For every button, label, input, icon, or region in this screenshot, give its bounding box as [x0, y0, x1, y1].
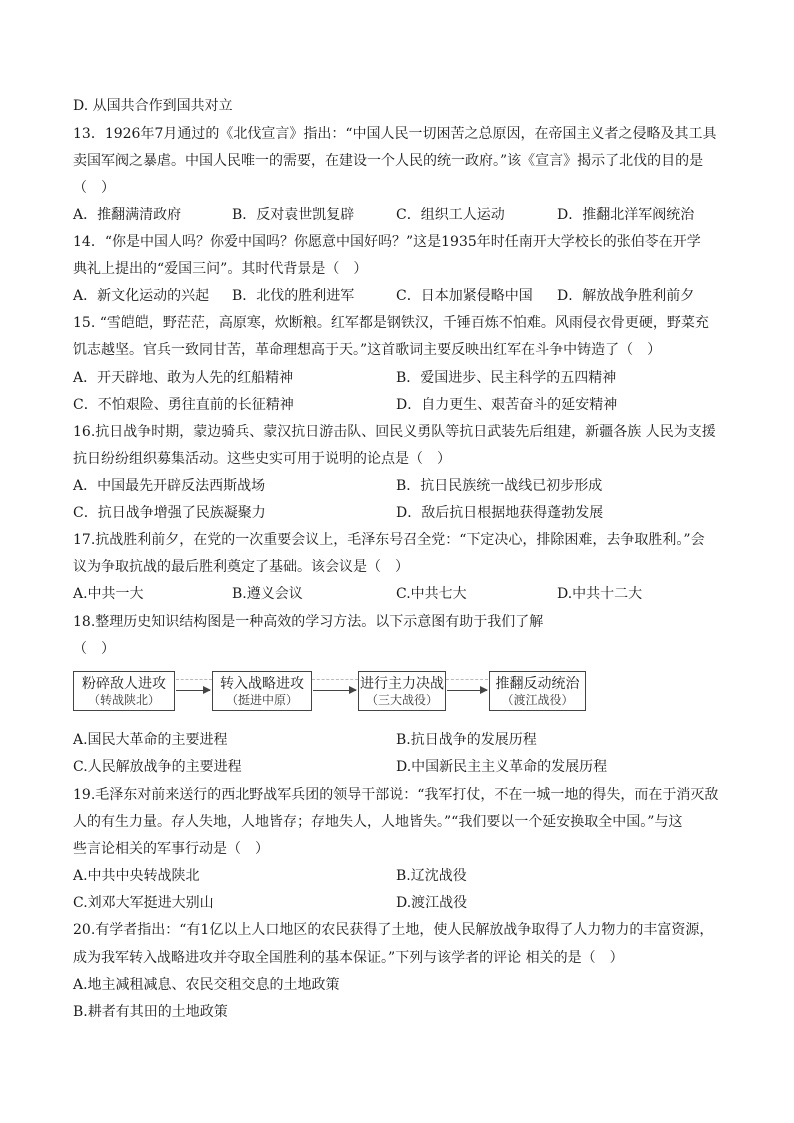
q19-option-a: A.中共中央转战陕北 [73, 868, 200, 884]
q16-option-a: A．中国最先开辟反法西斯战场 [73, 478, 266, 494]
q18-stem-line1: 18.整理历史知识结构图是一种高效的学习方法。以下示意图有助于我们了解 [73, 614, 544, 630]
q14-option-a: A．新文化运动的兴起 [73, 288, 210, 304]
q12-option-d: D. 从国共合作到国共对立 [73, 98, 233, 114]
q19-option-d: D.渡江战役 [396, 895, 468, 911]
flow-dashed-guide [176, 679, 212, 680]
flow-step-4-label: 推翻反动统治 [495, 676, 580, 692]
flow-step-4 [489, 671, 586, 711]
q15-option-b: B．爱国进步、民主科学的五四精神 [396, 370, 617, 386]
q15-stem-line1: 15. “雪皑皑，野茫茫，高原寒，炊断粮。红军都是钢铁汉，千锤百炼不怕难。风雨侵衣骨更硬，野菜充 [73, 315, 709, 331]
q13-option-d: D．推翻北洋军阀统治 [557, 207, 695, 223]
q13-option-b: B．反对袁世凯复辟 [232, 207, 355, 223]
q16-stem-line2: 抗日纷纷组织募集活动。这些史实可用于说明的论点是（ ） [73, 451, 451, 467]
flow-step-3-label: 进行主力决战 [360, 676, 444, 692]
q13-stem-line1: 13．1926年7月通过的《北伐宣言》指出：“中国人民一切困苦之总原因，在帝国主义者之侵略及其工具 [73, 126, 717, 142]
flow-step-1-label: 粉碎敌人进攻 [82, 676, 166, 692]
q15-option-c: C．不怕艰险、勇往直前的长征精神 [73, 397, 294, 413]
flow-dashed-guide [446, 679, 488, 680]
q18-option-b: B.抗日战争的发展历程 [396, 732, 537, 748]
q18-option-c: C.人民解放战争的主要进程 [73, 759, 242, 775]
q16-option-c: C．抗日战争增强了民族凝聚力 [73, 505, 266, 521]
flow-step-3-sublabel: （三大战役） [365, 693, 438, 707]
q13-option-a: A．推翻满清政府 [73, 207, 182, 223]
q19-option-b: B.辽沈战役 [396, 868, 467, 884]
flow-arrow-1 [176, 690, 210, 691]
q19-option-c: C.刘邓大军挺进大别山 [73, 895, 214, 911]
q17-option-d: D.中共十二大 [557, 586, 643, 602]
flow-arrow-3 [447, 690, 487, 691]
q15-stem-line2: 饥志越坚。官兵一致同甘苦，革命理想高于天。”这首歌词主要反映出红军在斗争中铸造了（ ） [73, 342, 662, 358]
q13-option-c: C．组织工人运动 [396, 207, 505, 223]
q13-answer-paren: （ ） [73, 180, 115, 196]
q18-option-a: A.国民大革命的主要进程 [73, 732, 228, 748]
q19-stem-line1: 19.毛泽东对前来送行的西北野战军兵团的领导干部说：“我军打仗，不在一城一地的得失，而在于消灭敌 [73, 787, 719, 803]
flow-step-2-label: 转入战略进攻 [220, 676, 304, 692]
q16-option-d: D．敌后抗日根据地获得蓬勃发展 [396, 505, 604, 521]
flow-step-3 [358, 671, 446, 711]
q14-option-b: B．北伐的胜利进军 [232, 288, 355, 304]
q20-option-b: B.耕者有其田的土地政策 [73, 1004, 228, 1020]
q17-stem-line2: 议为争取抗战的最后胜利奠定了基础。该会议是（ ） [73, 559, 409, 575]
q19-stem-line2: 人的有生力量。存人失地，人地皆存；存地失人，人地皆失。”“我们要以一个延安换取全中国。”与这 [73, 814, 683, 830]
q14-option-d: D．解放战争胜利前夕 [557, 288, 695, 304]
q20-stem-line2: 成为我军转入战略进攻并夺取全国胜利的基本保证。”下列与该学者的评论 相关的是（ ） [73, 950, 624, 966]
q20-stem-line1: 20.有学者指出：“有1亿以上人口地区的农民获得了土地，使人民解放战争取得了人力物力的丰富资源， [73, 922, 714, 938]
flow-step-2-sublabel: （挺进中原） [225, 693, 298, 707]
q17-stem-line1: 17.抗战胜利前夕，在党的一次重要会议上，毛泽东号召全党：“下定决心，排除困难，去争取胜利。”会 [73, 532, 705, 548]
q20-option-a: A.地主减租减息、农民交租交息的土地政策 [73, 977, 340, 993]
flow-dashed-guide [312, 679, 358, 680]
q18-answer-paren: （ ） [73, 641, 115, 657]
flow-step-1 [73, 671, 175, 711]
q14-stem-line1: 14．“你是中国人吗？你爱中国吗？你愿意中国好吗？”这是1935年时任南开大学校长的张伯苓在开学 [73, 234, 701, 250]
flow-step-2 [212, 671, 312, 711]
q15-option-a: A．开天辟地、敢为人先的红船精神 [73, 370, 294, 386]
q14-option-c: C．日本加紧侵略中国 [396, 288, 533, 304]
q18-option-d: D.中国新民主主义革命的发展历程 [396, 759, 608, 775]
q19-stem-line3: 些言论相关的军事行动是（ ） [73, 841, 269, 857]
q15-option-d: D．自力更生、艰苦奋斗的延安精神 [396, 397, 618, 413]
q16-option-b: B．抗日民族统一战线已初步形成 [396, 478, 603, 494]
flow-arrow-2 [313, 690, 356, 691]
q14-stem-line2: 典礼上提出的“爱国三问”。其时代背景是（ ） [73, 261, 368, 277]
flow-step-4-sublabel: （渡江战役） [501, 693, 574, 707]
q17-option-b: B.遵义会议 [232, 586, 303, 602]
flow-step-1-sublabel: （转战陕北） [87, 693, 160, 707]
q17-option-a: A.中共一大 [73, 586, 144, 602]
q13-stem-line2: 卖国军阀之暴虐。中国人民唯一的需要，在建设一个人民的统一政府。”该《宣言》揭示了北伐的目的是 [73, 153, 704, 169]
q16-stem-line1: 16.抗日战争时期，蒙边骑兵、蒙汉抗日游击队、回民义勇队等抗日武装先后组建，新疆各族 人民为支援 [73, 424, 716, 440]
q17-option-c: C.中共七大 [396, 586, 467, 602]
